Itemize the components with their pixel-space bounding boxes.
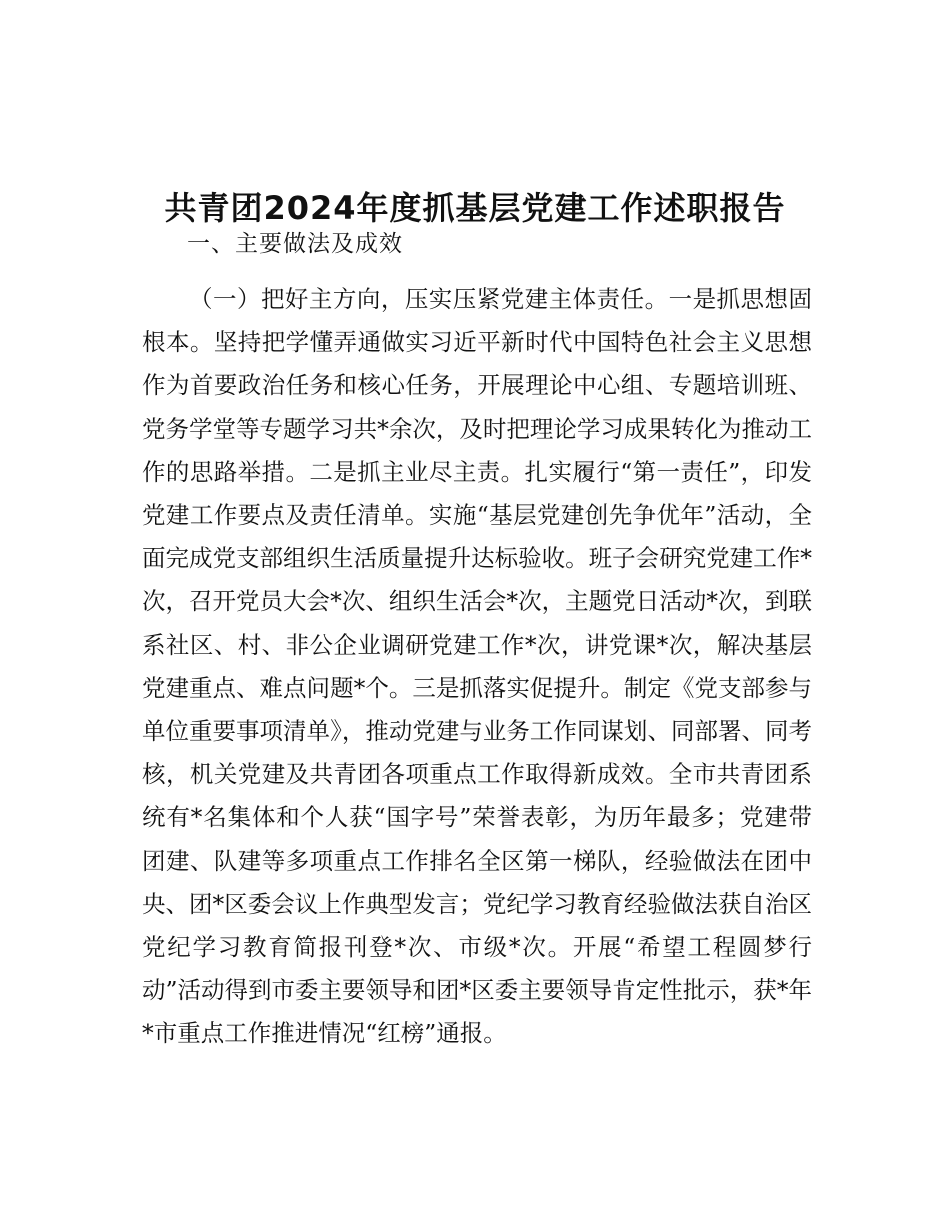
- section-heading: 一、主要做法及成效: [187, 231, 403, 257]
- body-paragraph: （一）把好主方向，压实压紧党建主体责任。一是抓思想固根本。坚持把学懂弄通做实习近平新时代中国特色社会主义思想作为首要政治任务和核心任务，开展理论中心组、专题培训班、党务学堂等专题学习共*余次，及时把理论学习成果转化为推动工作的思路举措。二是抓主业尽主责。扎实履行“第一责任”，印发党建工作要点及责任清单。实施“基层党建创先争优年”活动，全面完成党支部组织生活质量提升达标验收。班子会研究党建工作*次，召开党员大会*次、组织生活会*次，主题党日活动*次，到联系社区、村、非公企业调研党建工作*次，讲党课*次，解决基层党建重点、难点问题*个。三是抓落实促提升。制定《党支部参与单位重要事项清单》，推动党建与业务工作同谋划、同部署、同考核，机关党建及共青团各项重点工作取得新成效。全市共青团系统有*名集体和个人获“国字号”荣誉表彰，为历年最多；党建带团建、队建等多项重点工作排名全区第一梯队，经验做法在团中央、团*区委会议上作典型发言；党纪学习教育经验做法获自治区党纪学习教育简报刊登*次、市级*次。开展“希望工程圆梦行动”活动得到市委主要领导和团*区委主要领导肯定性批示，获*年*市重点工作推进情况“红榜”通报。: [142, 285, 813, 1048]
- document-title: 共青团2024年度抓基层党建工作述职报告: [164, 189, 786, 228]
